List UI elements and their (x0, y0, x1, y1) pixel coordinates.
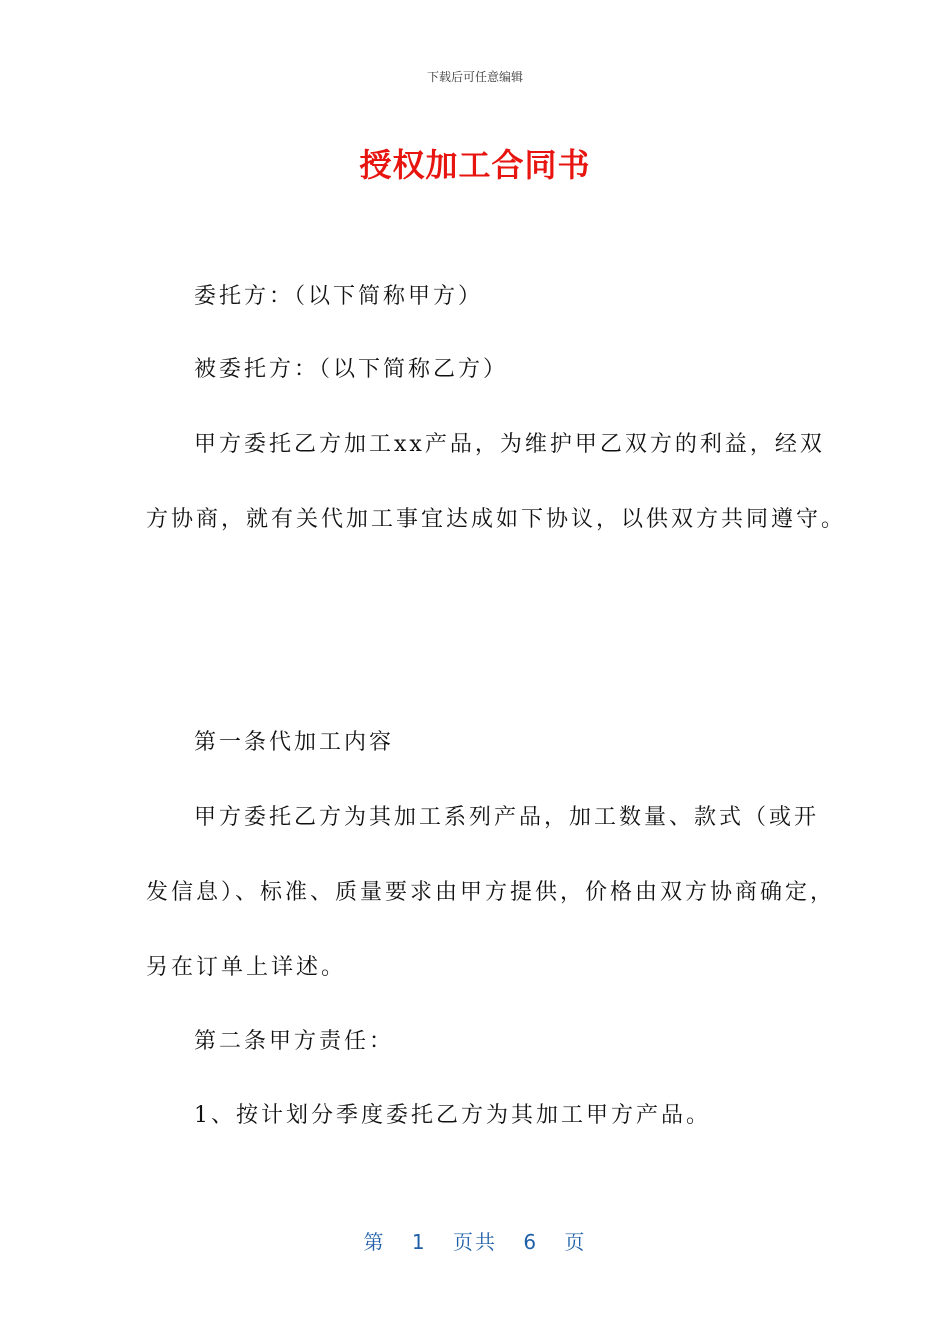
paragraph-line: 委托方：（以下简称甲方） (194, 284, 484, 309)
paragraph-line: 发信息）、标准、质量要求由甲方提供，价格由双方协商确定， (146, 880, 836, 905)
header-note: 下载后可任意编辑 (426, 70, 523, 84)
paragraph-line: 方协商，就有关代加工事宜达成如下协议，以供双方共同遵守。 (146, 507, 847, 532)
section-heading: 第二条甲方责任： (194, 1029, 395, 1054)
paragraph-line: 甲方委托乙方加工xx产品，为维护甲乙双方的利益，经双 (194, 432, 825, 457)
paragraph-line: 甲方委托乙方为其加工系列产品，加工数量、款式（或开 (194, 805, 820, 830)
page-footer: 第 1 页共 6 页 (363, 1230, 587, 1254)
section-heading: 第一条代加工内容 (194, 730, 395, 755)
list-item: 1、按计划分季度委托乙方为其加工甲方产品。 (194, 1103, 711, 1128)
document-title: 授权加工合同书 (359, 146, 591, 184)
paragraph-line: 被委托方：（以下简称乙方） (194, 357, 509, 382)
paragraph-line: 另在订单上详述。 (146, 955, 347, 980)
